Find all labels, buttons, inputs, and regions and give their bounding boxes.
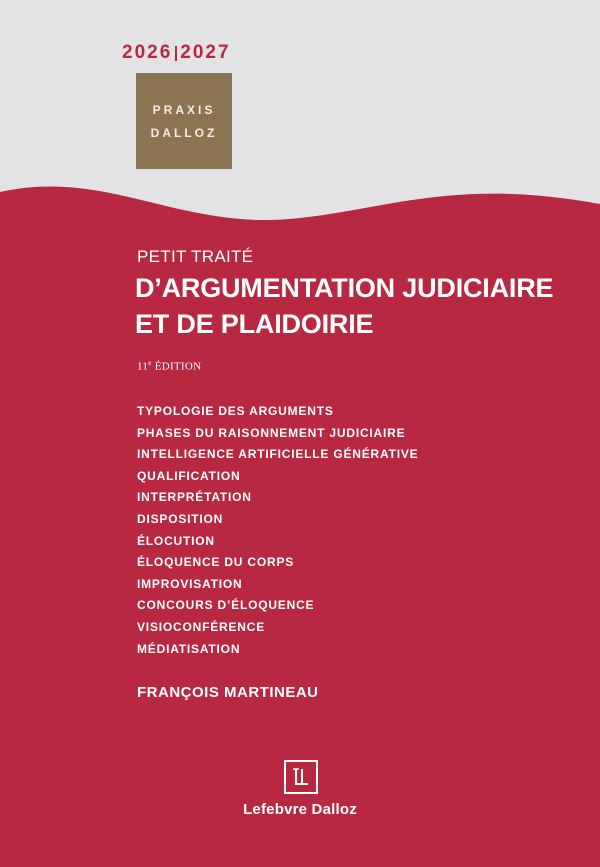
topic-item: TYPOLOGIE DES ARGUMENTS [137,404,334,418]
book-title-line1: D’ARGUMENTATION JUDICIAIRE [135,273,554,303]
topic-item: INTELLIGENCE ARTIFICIELLE GÉNÉRATIVE [137,447,419,462]
topic-item: MÉDIATISATION [137,641,241,656]
topic-item: PHASES DU RAISONNEMENT JUDICIAIRE [137,425,406,440]
collection-name-line1: PRAXIS [152,102,216,117]
book-subtitle: PETIT TRAITÉ [137,247,254,266]
year-end: 2027 [180,42,231,63]
author-name: FRANÇOIS MARTINEAU [137,684,319,701]
topic-item: IMPROVISATION [137,576,243,591]
topic-item: ÉLOQUENCE DU CORPS [137,555,295,570]
edition-number: 11 [137,360,149,373]
edition-word: ÉDITION [154,360,202,373]
edition-year [122,42,231,64]
year-start: 2026 [122,42,173,63]
year-separator [175,46,177,61]
topic-item: INTERPRÉTATION [137,490,252,505]
edition-label [137,359,201,373]
collection-badge [136,73,232,169]
lefebvre-dalloz-logo-icon [284,760,318,794]
topic-item: DISPOSITION [137,511,224,526]
edition-suffix: e [148,359,152,367]
publisher-name: Lefebvre Dalloz [243,801,357,818]
book-title-line2: ET DE PLAIDOIRIE [135,309,374,339]
topic-item: CONCOURS D’ÉLOQUENCE [137,598,315,613]
book-title [135,270,553,342]
topic-list [137,401,418,660]
topic-item: QUALIFICATION [137,468,241,483]
collection-name-line2: DALLOZ [150,125,218,140]
topic-item: VISIOCONFÉRENCE [137,619,266,634]
topic-item: ÉLOCUTION [137,533,215,548]
